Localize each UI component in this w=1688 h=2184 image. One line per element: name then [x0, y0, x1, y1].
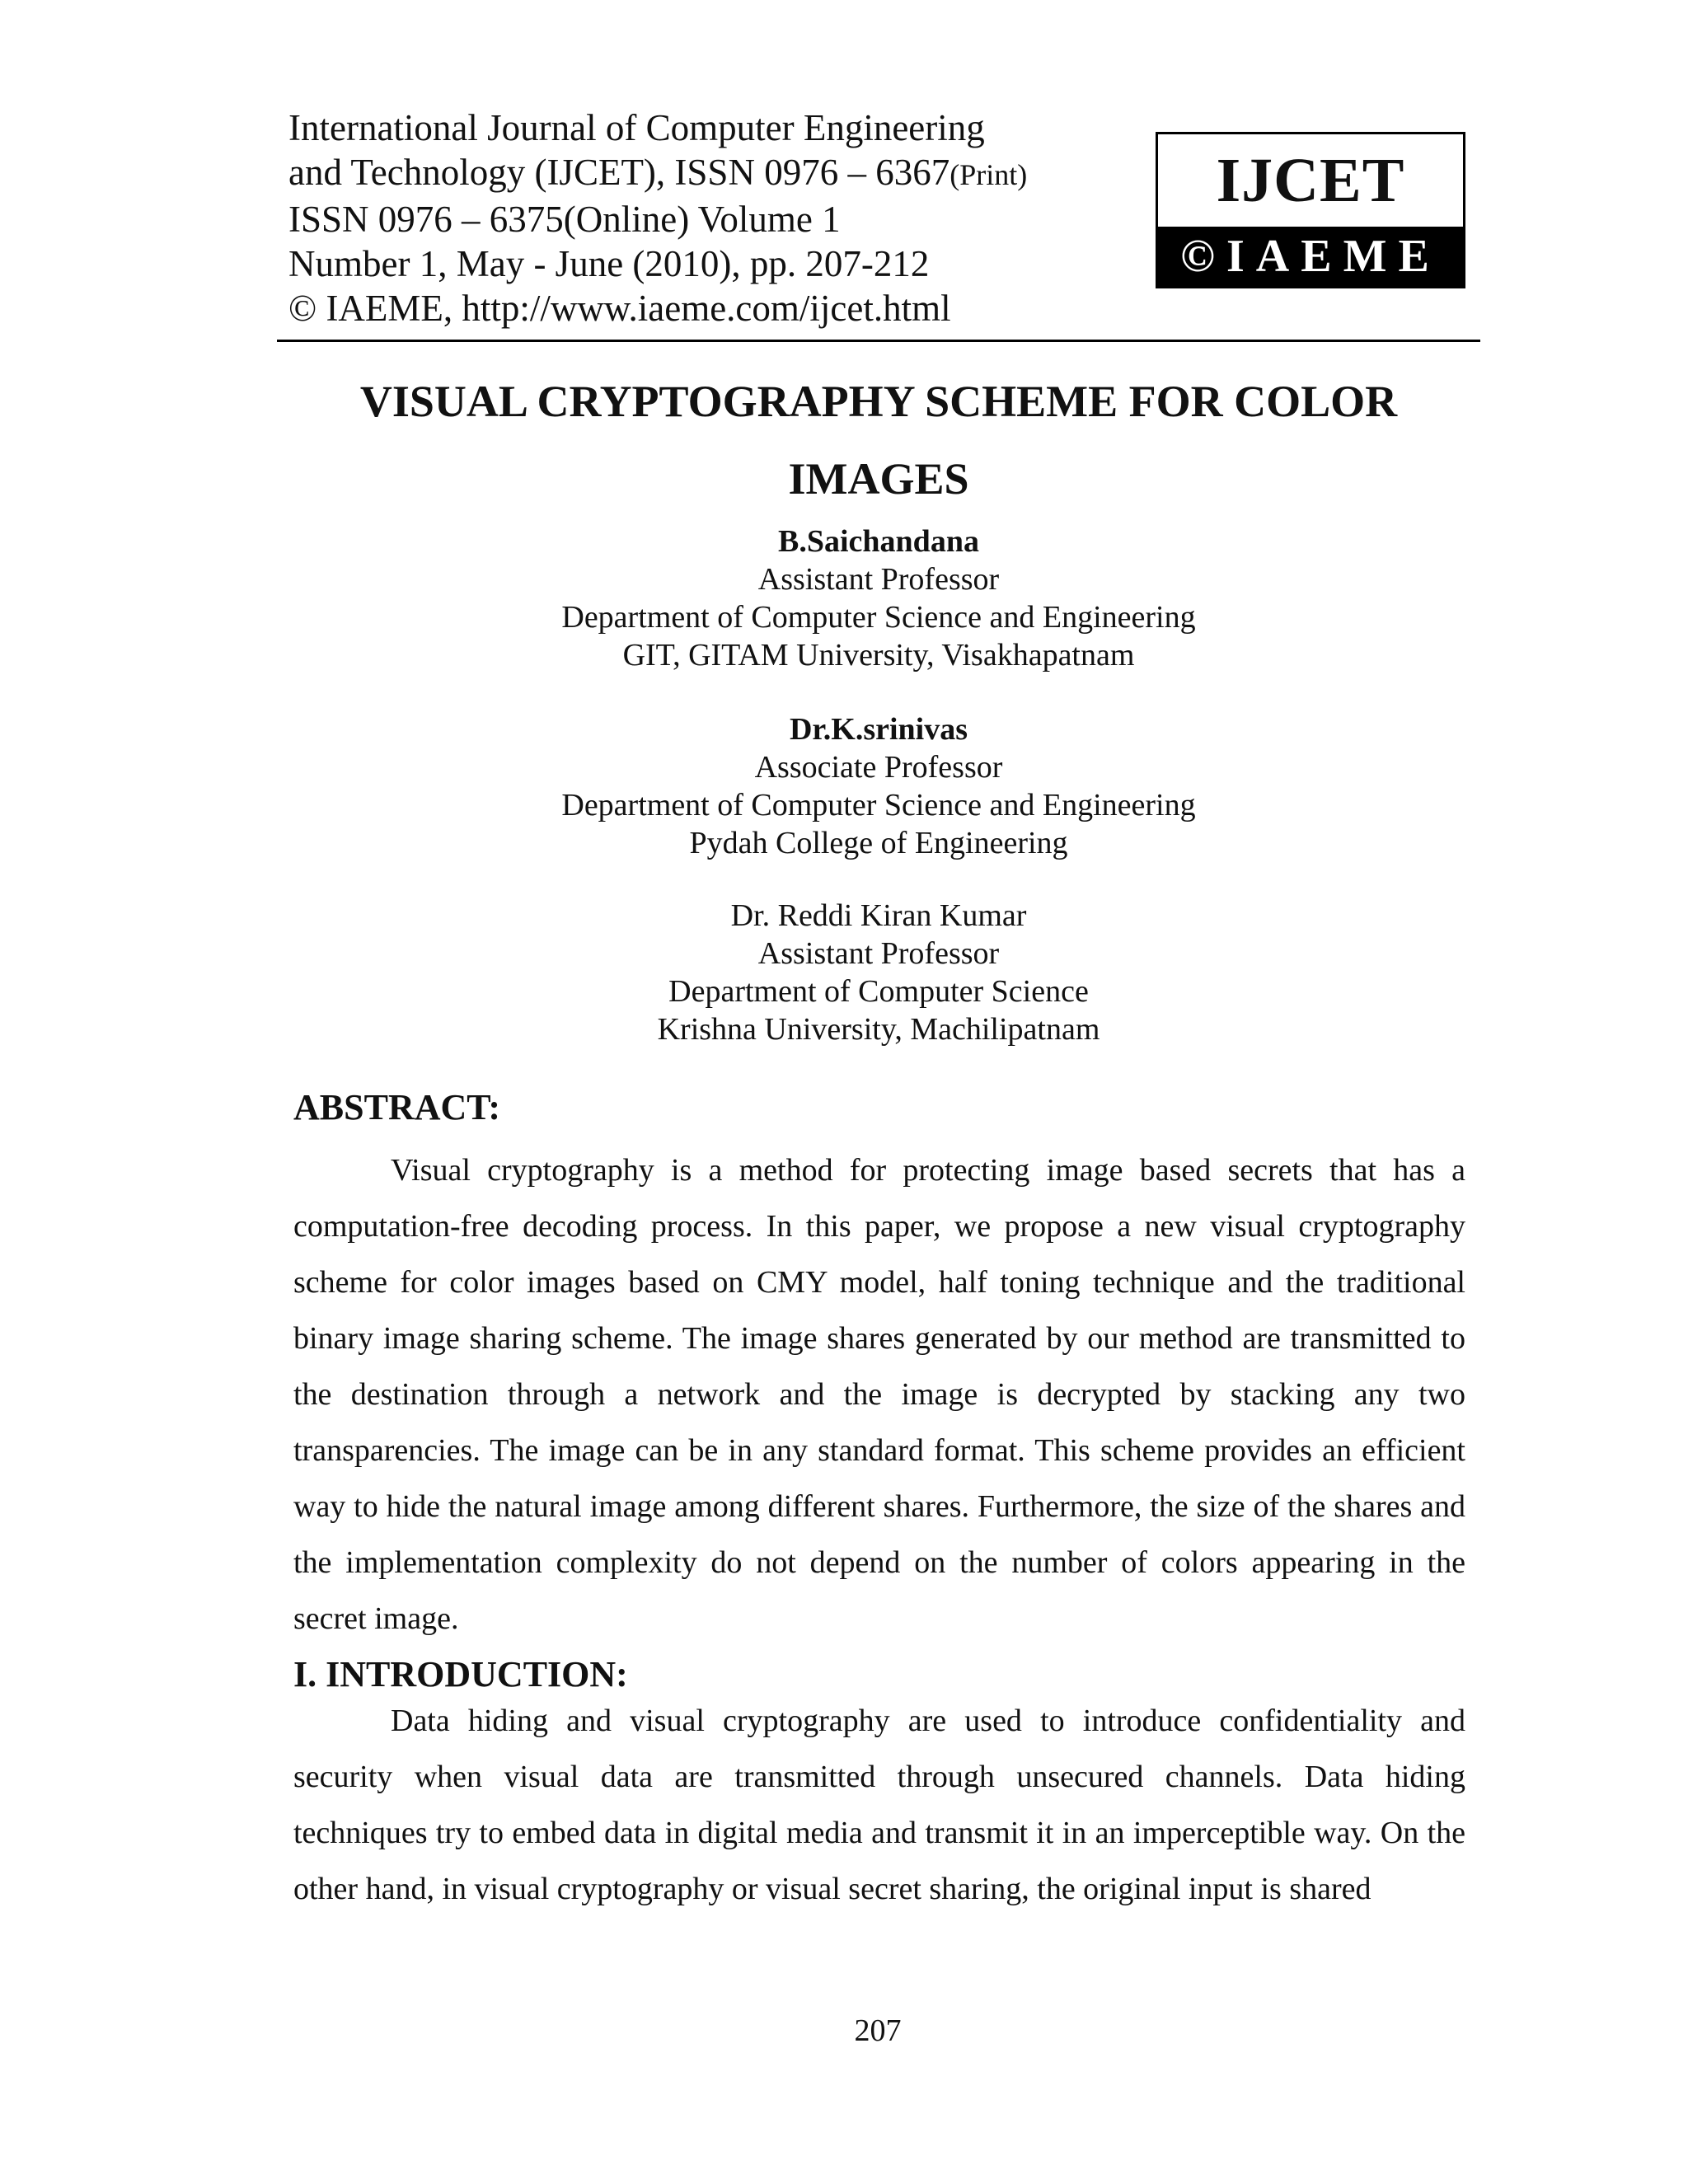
author-institution: GIT, GITAM University, Visakhapatnam: [622, 638, 1135, 673]
author-block-2: [277, 710, 1480, 862]
journal-line: International Journal of Computer Engineering: [288, 107, 985, 148]
author-position: Assistant Professor: [757, 562, 1000, 597]
author-name: Dr. Reddi Kiran Kumar: [730, 898, 1027, 933]
journal-line: and Technology (IJCET), ISSN 0976 – 6367(Print): [288, 152, 1028, 193]
logo-bottom-text: ©IAEME: [1158, 227, 1463, 286]
journal-line: Number 1, May - June (2010), pp. 207-212: [288, 243, 930, 284]
author-department: Department of Computer Science and Engineering: [561, 788, 1196, 823]
title-line-1: VISUAL CRYPTOGRAPHY SCHEME FOR COLOR: [359, 377, 1398, 426]
page-number: 207: [854, 2013, 902, 2048]
author-block-1: [277, 523, 1480, 674]
author-block-3: [277, 897, 1480, 1048]
journal-logo: [1156, 132, 1465, 288]
author-department: Department of Computer Science and Engineering: [561, 600, 1196, 635]
journal-info: [288, 105, 1113, 330]
logo-top-text: IJCET: [1216, 146, 1405, 215]
abstract-text: Visual cryptography is a method for protecting image based secrets that has a computation-free decoding process. In this paper, we propose a new visual cryptography scheme for color images based on CMY model, half toning technique and the traditional binary image sharing scheme. The image shares generated by our method are transmitted to the destination through a network and the image is decrypted by stacking any two transparencies. The image can be in any standard format. This scheme provides an efficient way to hide the natural image among different shares. Furthermore, the size of the shares and the implementation complexity do not depend on the number of colors appearing in the secret image.: [293, 1153, 1465, 1636]
author-position: Associate Professor: [754, 750, 1003, 785]
header-divider: [277, 340, 1480, 342]
author-department: Department of Computer Science: [668, 974, 1089, 1009]
title-line-2: IMAGES: [788, 454, 969, 504]
print-suffix: (Print): [950, 158, 1028, 191]
author-position: Assistant Professor: [757, 936, 1000, 971]
journal-line: © IAEME, http://www.iaeme.com/ijcet.html: [288, 288, 951, 329]
paper-title: [277, 363, 1480, 518]
journal-line: ISSN 0976 – 6375(Online) Volume 1: [288, 199, 841, 240]
author-name: Dr.K.srinivas: [789, 712, 968, 747]
author-institution: Pydah College of Engineering: [689, 826, 1068, 860]
author-name: B.Saichandana: [778, 524, 979, 559]
abstract-heading: ABSTRACT:: [293, 1087, 501, 1127]
introduction-text: Data hiding and visual cryptography are used to introduce confidentiality and security when visual data are transmitted through unsecured channels. Data hiding techniques try to embed data in digital media and transmit it in an imperceptible way. On the other hand, in visual cryptography or visual secret sharing, the original input is shared: [293, 1704, 1465, 1906]
introduction-heading: I. INTRODUCTION:: [293, 1654, 628, 1694]
author-institution: Krishna University, Machilipatnam: [657, 1012, 1100, 1047]
